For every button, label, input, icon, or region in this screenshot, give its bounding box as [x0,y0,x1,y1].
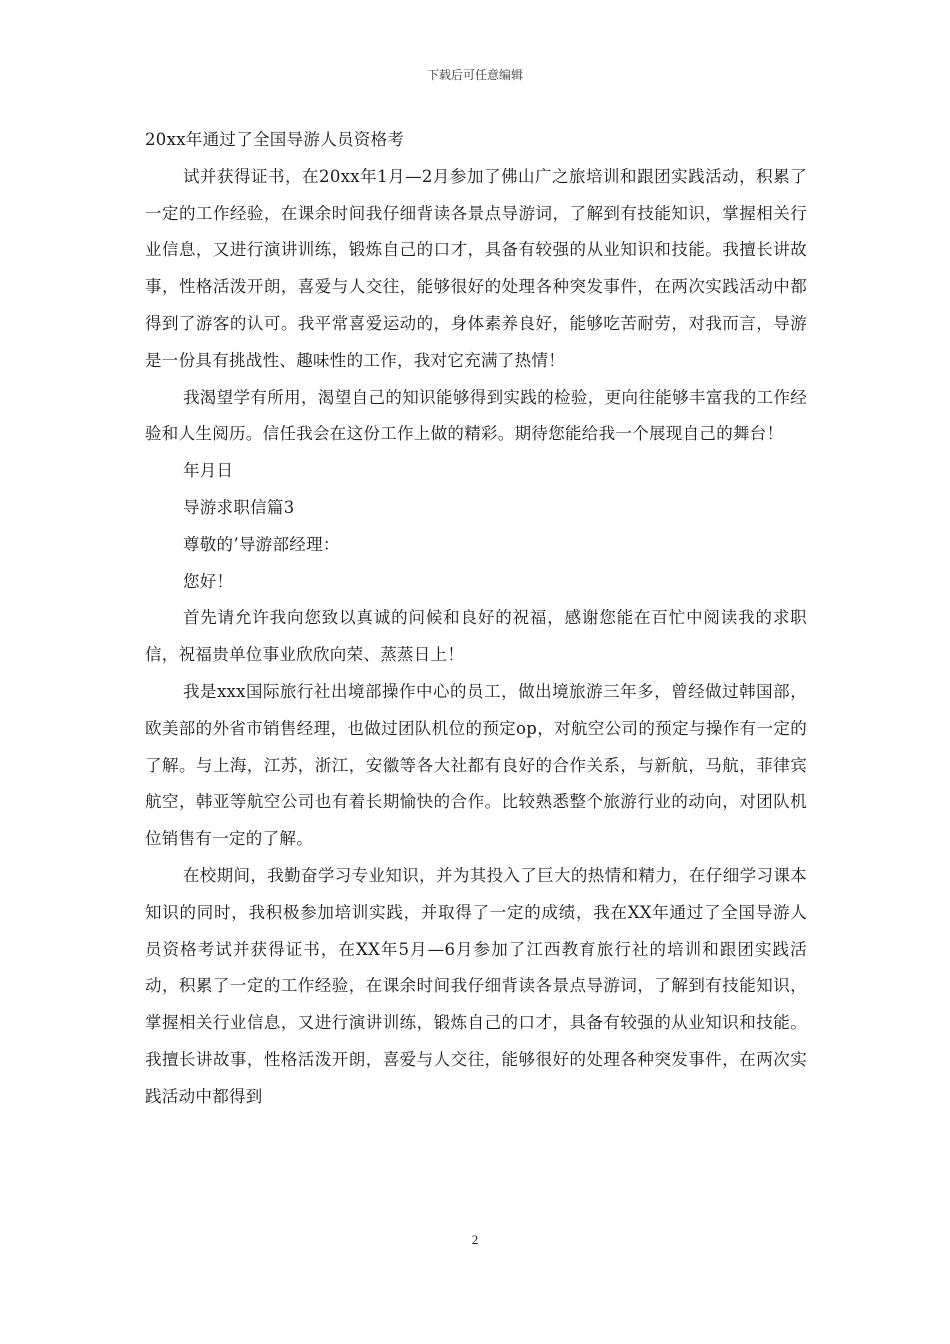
section-title: 导游求职信篇3 [182,497,295,517]
salutation: 尊敬的’导游部经理： [182,534,340,554]
page-header-note: 下载后可任意编辑 [426,68,523,82]
paragraph-2: 试并获得证书，在20xx年1月—2月参加了佛山广之旅培训和跟团实践活动，积累了一定的工作经验，在课余时间我仔细背读各景点导游词，了解到有技能知识，掌握相关行业信息，又进行演讲训练，锻炼自己的口才，具备有较强的从业知识和技能。我擅长讲故事，性格活泼开朗，喜爱与人交往，能够很好的处理各种突发事件，在两次实践活动中都得到了游客的认可。我平常喜爱运动的，身体素养良好，能够吃苦耐劳，对我而言，导游是一份具有挑战性、趣味性的工作，我对它充满了热情！ [145,166,807,370]
paragraph-4: 首先请允许我向您致以真诚的问候和良好的祝福，感谢您能在百忙中阅读我的求职信，祝福贵单位事业欣欣向荣、蒸蒸日上！ [145,608,807,665]
paragraph-6: 在校期间，我勤奋学习专业知识，并为其投入了巨大的热情和精力，在仔细学习课本知识的同时，我积极参加培训实践，并取得了一定的成绩，我在XX年通过了全国导游人员资格考试并获得证书，在XX年5月—6月参加了江西教育旅行社的培训和跟团实践活动，积累了一定的工作经验，在课余时间我仔细背读各景点导游词，了解到有技能知识，掌握相关行业信息，又进行演讲训练，锻炼自己的口才，具备有较强的从业知识和技能。我擅长讲故事，性格活泼开朗，喜爱与人交往，能够很好的处理各种突发事件，在两次实践活动中都得到 [145,865,807,1106]
paragraph-5: 我是xxx国际旅行社出境部操作中心的员工，做出境旅游三年多，曾经做过韩国部，欧美部的外省市销售经理，也做过团队机位的预定op，对航空公司的预定与操作有一定的了解。与上海，江苏，浙江，安徽等各大社都有良好的合作关系，与新航，马航，菲律宾航空，韩亚等航空公司也有着长期愉快的合作。比较熟悉整个旅游行业的动向，对团队机位销售有一定的了解。 [145,681,807,849]
greeting: 您好！ [182,571,234,591]
document-body [145,122,807,1116]
paragraph-3: 我渴望学有所用，渴望自己的知识能够得到实践的检验，更向往能够丰富我的工作经验和人生阅历。信任我会在这份工作上做的精彩。期待您能给我一个展现自己的舞台！ [145,387,807,444]
paragraph-1: 20xx年通过了全国导游人员资格考 [145,130,405,149]
paragraph-date: 年月日 [182,461,234,481]
page-number: 2 [471,1232,479,1247]
